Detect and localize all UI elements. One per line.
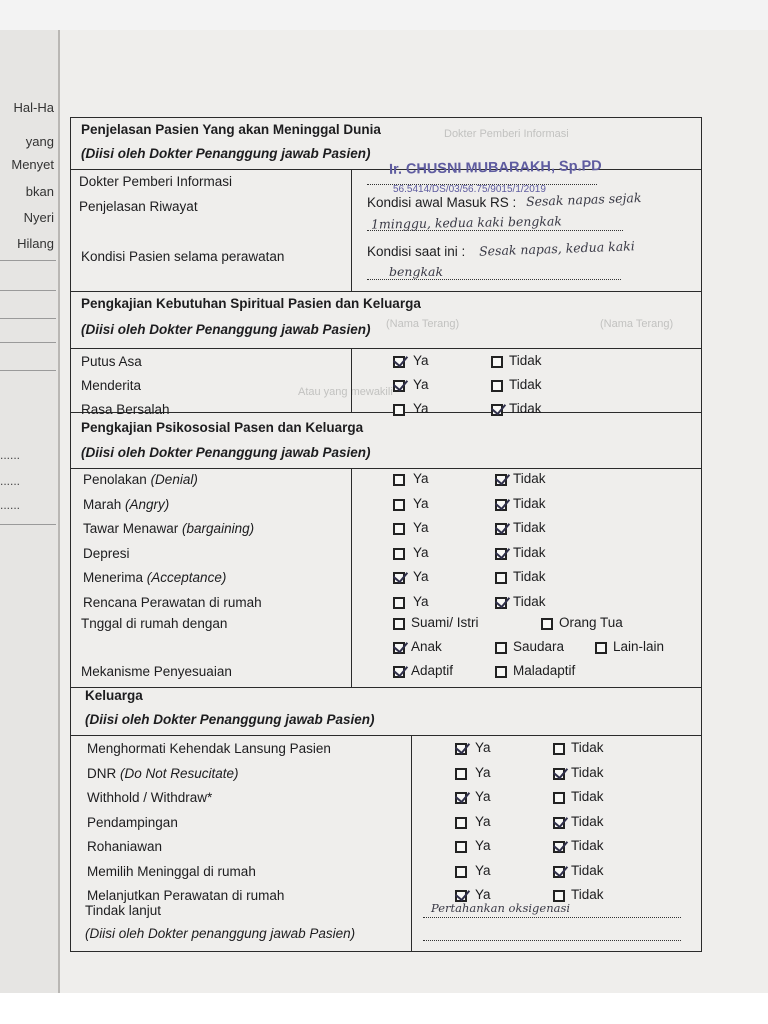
- row-label-text: Penolakan: [83, 472, 151, 487]
- scan-bottom-margin: [0, 993, 768, 1024]
- row-label-text: Marah: [83, 496, 126, 512]
- left-page-fragment: Menyet: [11, 157, 54, 172]
- tidak-checkbox[interactable]: [553, 792, 565, 804]
- living-option-label: Lain-lain: [613, 639, 665, 654]
- form-page: [60, 30, 768, 993]
- living-option-checkbox[interactable]: [393, 618, 405, 630]
- ya-checkbox[interactable]: [393, 597, 405, 609]
- coping-option-checkbox[interactable]: [393, 666, 405, 678]
- tidak-checkbox[interactable]: [495, 499, 507, 511]
- living-option-checkbox[interactable]: [393, 642, 405, 654]
- row-label-text: Rencana Perawatan di rumah: [83, 594, 262, 610]
- ya-label: Ya: [413, 353, 429, 368]
- ya-checkbox[interactable]: [455, 792, 467, 804]
- tidak-checkbox[interactable]: [495, 548, 507, 560]
- row-label-text: Rasa Bersalah: [81, 402, 170, 417]
- ya-checkbox[interactable]: [393, 474, 405, 486]
- dokter-label: Dokter Pemberi Informasi: [79, 174, 233, 189]
- ya-label: Ya: [475, 887, 491, 902]
- row-label: [87, 766, 239, 781]
- kondisi-awal-handwriting: Sesak napas sejak: [525, 189, 642, 210]
- section-subtitle: (Diisi oleh Dokter Penanggung jawab Pasien): [81, 146, 371, 161]
- left-page-rule: [0, 260, 56, 261]
- row-label-italic: (bargaining): [182, 521, 255, 536]
- ya-label: Ya: [475, 813, 491, 829]
- left-page-dots: ......: [0, 474, 21, 488]
- tidak-checkbox[interactable]: [553, 743, 565, 755]
- ya-checkbox[interactable]: [393, 548, 405, 560]
- ya-checkbox[interactable]: [455, 866, 467, 878]
- row-label-text: Pendampingan: [87, 814, 178, 830]
- ya-label: Ya: [413, 377, 429, 392]
- living-option-label: Suami/ Istri: [411, 615, 479, 630]
- section-subtitle: (Diisi oleh Dokter Penanggung jawab Pasien): [81, 445, 371, 460]
- tidak-label: Tidak: [571, 789, 604, 804]
- row-label: [87, 888, 284, 903]
- left-page-fragment: yang: [25, 134, 54, 149]
- tidak-label: Tidak: [513, 495, 546, 511]
- row-label-text: Melanjutkan Perawatan di rumah: [87, 888, 285, 903]
- tidak-label: Tidak: [513, 569, 546, 584]
- form-table: [70, 117, 702, 952]
- ya-label: Ya: [475, 764, 491, 780]
- living-option-checkbox[interactable]: [495, 642, 507, 654]
- bleed-through-text: (Nama Terang): [386, 318, 460, 330]
- left-page-rule: [0, 290, 56, 291]
- left-page-fragment: Nyeri: [23, 210, 54, 225]
- row-label: [83, 595, 262, 610]
- left-page-fragment: bkan: [25, 184, 54, 199]
- tidak-checkbox[interactable]: [491, 404, 503, 416]
- ya-checkbox[interactable]: [393, 499, 405, 511]
- section-title: Pengkajian Psikososial Pasen dan Keluarga: [81, 420, 364, 435]
- row-label-text: Withhold / Withdraw*: [87, 790, 213, 805]
- row-label-text: Putus Asa: [81, 354, 142, 369]
- ya-checkbox[interactable]: [393, 356, 405, 368]
- section-subtitle: (Diisi oleh Dokter Penanggung jawab Pasien): [85, 712, 375, 727]
- left-page-rule: [0, 318, 56, 319]
- tidak-checkbox[interactable]: [553, 866, 565, 878]
- row-label: [87, 839, 162, 854]
- ya-checkbox[interactable]: [393, 523, 405, 535]
- section-title: Keluarga: [85, 688, 143, 703]
- living-option-checkbox[interactable]: [595, 642, 607, 654]
- kondisi-awal-handwriting: 1minggu, kedua kaki bengkak: [370, 213, 563, 232]
- left-page-dots: ......: [0, 448, 21, 462]
- left-page-fragment: Hilang: [17, 236, 54, 251]
- row-label: [81, 378, 141, 393]
- ya-label: Ya: [475, 789, 491, 804]
- living-option-label: Anak: [411, 639, 442, 654]
- bleed-through-text: Dokter Pemberi Informasi: [444, 128, 569, 140]
- row-label-italic: (Denial): [150, 472, 198, 487]
- tidak-checkbox[interactable]: [495, 523, 507, 535]
- ya-checkbox[interactable]: [393, 404, 405, 416]
- left-page-fragment: Hal-Ha: [13, 100, 54, 115]
- doctor-stamp-name: Ir. CHUSNI MUBARAKH, Sp.PD: [388, 158, 602, 178]
- row-label: [83, 570, 226, 585]
- ya-checkbox[interactable]: [455, 743, 467, 755]
- doctor-stamp-number: 56.5414/DS/03/56.75/9015/1/2019: [393, 184, 546, 195]
- tidak-checkbox[interactable]: [553, 768, 565, 780]
- living-option-label: Orang Tua: [559, 615, 623, 630]
- ya-checkbox[interactable]: [455, 768, 467, 780]
- tidak-checkbox[interactable]: [495, 474, 507, 486]
- row-label: [81, 354, 142, 369]
- tidak-checkbox[interactable]: [553, 841, 565, 853]
- section-title: Pengkajian Kebutuhan Spiritual Pasien dan Keluarga: [81, 296, 421, 311]
- row-label: [87, 864, 256, 879]
- bleed-through-text: Atau yang mewakili: [298, 386, 393, 398]
- ya-label: Ya: [413, 544, 429, 560]
- tidak-label: Tidak: [513, 593, 546, 609]
- row-label-text: Menderita: [81, 378, 142, 393]
- row-label-italic: (Angry): [125, 496, 170, 512]
- tidak-label: Tidak: [513, 471, 546, 486]
- section-subtitle: (Diisi oleh Dokter Penanggung jawab Pasien): [81, 322, 371, 337]
- row-label-text: Menghormati Kehendak Lansung Pasien: [87, 741, 331, 756]
- tidak-label: Tidak: [571, 813, 604, 829]
- tidak-checkbox[interactable]: [491, 356, 503, 368]
- tindak-lanjut-handwriting: Pertahankan oksigenasi: [431, 901, 571, 915]
- section-title: Penjelasan Pasien Yang akan Meninggal Dunia: [81, 122, 381, 137]
- row-label: [87, 815, 178, 830]
- living-option-label: Saudara: [513, 639, 565, 654]
- ya-label: Ya: [475, 862, 491, 878]
- ya-label: Ya: [413, 471, 429, 486]
- footer-note: (Diisi oleh Dokter penanggung jawab Pasien): [85, 926, 356, 941]
- row-label-text: Memilih Meninggal di rumah: [87, 863, 256, 879]
- left-page-dots: ......: [0, 498, 21, 512]
- left-page-rule: [0, 342, 56, 343]
- coping-option-label: Maladaptif: [513, 663, 576, 678]
- row-label-italic: (Acceptance): [146, 570, 227, 585]
- ya-label: Ya: [413, 520, 429, 535]
- row-label: [83, 546, 130, 561]
- tidak-label: Tidak: [513, 520, 546, 535]
- tidak-label: Tidak: [513, 544, 546, 560]
- bleed-through-text: (Nama Terang): [600, 318, 674, 330]
- tidak-label: Tidak: [571, 740, 604, 755]
- row-label-text: Tawar Menawar: [83, 521, 183, 536]
- ya-label: Ya: [413, 569, 429, 584]
- ya-checkbox[interactable]: [455, 841, 467, 853]
- tindak-lanjut-label: Tindak lanjut: [85, 903, 162, 918]
- tidak-label: Tidak: [509, 401, 542, 416]
- adjacent-page: [0, 30, 60, 993]
- row-label: [83, 497, 169, 512]
- row-label: [87, 741, 331, 756]
- scan-top-margin: [0, 0, 768, 30]
- ya-label: Ya: [413, 495, 429, 511]
- tidak-label: Tidak: [571, 887, 604, 902]
- ya-label: Ya: [475, 838, 491, 853]
- tidak-checkbox[interactable]: [553, 817, 565, 829]
- kondisi-saat-handwriting: bengkak: [389, 264, 444, 279]
- row-label-text: Menerima: [83, 570, 147, 585]
- living-option-checkbox[interactable]: [541, 618, 553, 630]
- kondisi-perawatan-label: Kondisi Pasien selama perawatan: [81, 249, 285, 264]
- tidak-label: Tidak: [509, 377, 542, 392]
- row-label-text: Rohaniawan: [87, 839, 163, 854]
- row-label-italic: (Do Not Resucitate): [120, 765, 239, 781]
- tinggal-label: Tnggal di rumah dengan: [81, 616, 228, 631]
- tidak-checkbox[interactable]: [491, 380, 503, 392]
- row-label-text: DNR: [87, 765, 120, 781]
- ya-checkbox[interactable]: [393, 572, 405, 584]
- tidak-checkbox[interactable]: [495, 572, 507, 584]
- row-label: [83, 472, 198, 487]
- mekanisme-label: Mekanisme Penyesuaian: [81, 664, 232, 679]
- coping-option-label: Adaptif: [411, 663, 454, 678]
- kondisi-saat-label: Kondisi saat ini :: [367, 244, 466, 259]
- tidak-label: Tidak: [571, 764, 604, 780]
- kondisi-saat-handwriting: Sesak napas, kedua kaki: [478, 238, 635, 259]
- row-label-text: Depresi: [83, 545, 130, 561]
- tidak-checkbox[interactable]: [495, 597, 507, 609]
- ya-label: Ya: [413, 593, 429, 609]
- tidak-label: Tidak: [571, 838, 604, 853]
- left-page-rule: [0, 370, 56, 371]
- tidak-label: Tidak: [509, 353, 542, 368]
- ya-checkbox[interactable]: [455, 817, 467, 829]
- row-label: [83, 521, 254, 536]
- coping-option-checkbox[interactable]: [495, 666, 507, 678]
- riwayat-label: Penjelasan Riwayat: [79, 199, 198, 214]
- left-page-rule: [0, 524, 56, 525]
- row-label: [81, 402, 170, 417]
- ya-label: Ya: [413, 401, 429, 416]
- tidak-label: Tidak: [571, 862, 604, 878]
- row-label: [87, 790, 212, 805]
- ya-checkbox[interactable]: [393, 380, 405, 392]
- kondisi-awal-label: Kondisi awal Masuk RS :: [367, 195, 517, 210]
- ya-label: Ya: [475, 740, 491, 755]
